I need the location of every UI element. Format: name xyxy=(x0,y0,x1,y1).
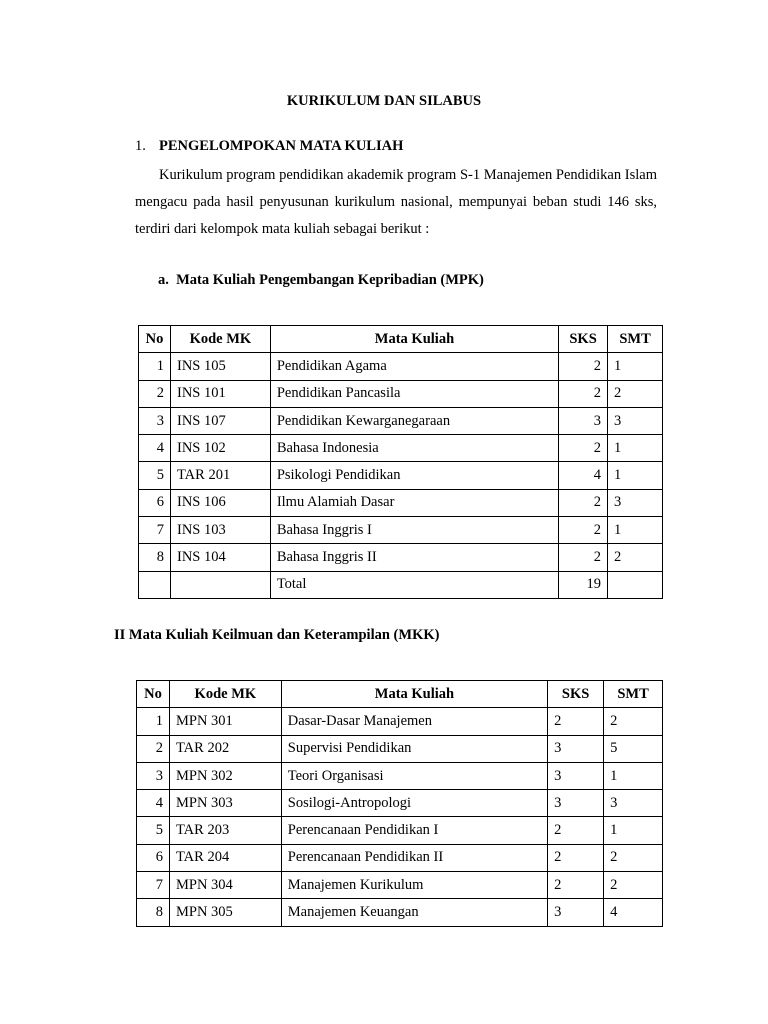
cell-sks: 3 xyxy=(548,762,604,789)
cell-kode-mk: TAR 203 xyxy=(169,817,281,844)
table-row xyxy=(139,462,663,489)
cell-smt: 2 xyxy=(608,380,663,407)
table-total-row xyxy=(139,571,663,598)
table-row xyxy=(137,790,663,817)
section-heading-text: PENGELOMPOKAN MATA KULIAH xyxy=(159,138,404,154)
cell-smt: 5 xyxy=(604,735,663,762)
mkk-table xyxy=(136,680,663,927)
header-no: No xyxy=(137,681,170,708)
document-title: KURIKULUM DAN SILABUS xyxy=(286,93,482,109)
section-heading xyxy=(135,138,403,155)
cell-no: 3 xyxy=(137,762,170,789)
table-row xyxy=(139,407,663,434)
header-sks: SKS xyxy=(559,326,608,353)
table-row xyxy=(139,517,663,544)
cell-no: 2 xyxy=(137,735,170,762)
cell-kode-mk: INS 101 xyxy=(170,380,270,407)
cell-no: 7 xyxy=(139,517,171,544)
table-header-row xyxy=(137,681,663,708)
header-mata-kuliah: Mata Kuliah xyxy=(270,326,558,353)
cell-smt: 2 xyxy=(608,544,663,571)
cell-sks: 2 xyxy=(559,544,608,571)
intro-paragraph: Kurikulum program pendidikan akademik program S-1 Manajemen Pendidikan Islam mengacu pada hasil penyusunan kurikulum nasional, mempunyai beban studi 146 sks, terdiri dari kelompok mata kuliah sebagai berikut : xyxy=(135,167,657,237)
cell-sks: 3 xyxy=(559,407,608,434)
cell-smt: 3 xyxy=(604,790,663,817)
section-number: 1. xyxy=(135,138,146,154)
cell-kode-mk: INS 104 xyxy=(170,544,270,571)
cell-no: 7 xyxy=(137,872,170,899)
cell-mata-kuliah: Pendidikan Kewarganegaraan xyxy=(270,407,558,434)
cell-smt: 1 xyxy=(608,517,663,544)
cell-kode-mk: MPN 301 xyxy=(169,708,281,735)
cell-smt: 1 xyxy=(608,462,663,489)
subsection-a-heading: a. Mata Kuliah Pengembangan Kepribadian (MPK) xyxy=(158,272,484,288)
table-header-row xyxy=(139,326,663,353)
table-row xyxy=(137,735,663,762)
cell-sks: 2 xyxy=(559,380,608,407)
cell-kode-mk: TAR 201 xyxy=(170,462,270,489)
total-label: Total xyxy=(270,571,558,598)
cell-mata-kuliah: Perencanaan Pendidikan II xyxy=(281,844,547,871)
header-kode-mk: Kode MK xyxy=(170,326,270,353)
cell-sks: 2 xyxy=(559,517,608,544)
cell-kode-mk: MPN 305 xyxy=(169,899,281,926)
cell-mata-kuliah: Teori Organisasi xyxy=(281,762,547,789)
cell-smt: 2 xyxy=(604,872,663,899)
cell-mata-kuliah: Psikologi Pendidikan xyxy=(270,462,558,489)
cell-kode-mk: MPN 303 xyxy=(169,790,281,817)
cell-no: 8 xyxy=(139,544,171,571)
table-row xyxy=(139,380,663,407)
header-mata-kuliah: Mata Kuliah xyxy=(281,681,547,708)
cell-sks: 2 xyxy=(548,708,604,735)
cell-kode-mk: TAR 204 xyxy=(169,844,281,871)
cell-no: 4 xyxy=(139,435,171,462)
header-smt: SMT xyxy=(608,326,663,353)
cell-no: 2 xyxy=(139,380,171,407)
cell-kode-mk: INS 102 xyxy=(170,435,270,462)
table-row xyxy=(137,762,663,789)
header-no: No xyxy=(139,326,171,353)
cell-smt: 3 xyxy=(608,489,663,516)
header-kode-mk: Kode MK xyxy=(169,681,281,708)
cell-kode-mk: MPN 302 xyxy=(169,762,281,789)
table-row xyxy=(137,708,663,735)
cell-mata-kuliah: Bahasa Inggris I xyxy=(270,517,558,544)
header-smt: SMT xyxy=(604,681,663,708)
table-row xyxy=(139,544,663,571)
table-row xyxy=(139,489,663,516)
table-row xyxy=(137,872,663,899)
mpk-table xyxy=(138,325,663,599)
cell-mata-kuliah: Pendidikan Pancasila xyxy=(270,380,558,407)
cell-no: 6 xyxy=(137,844,170,871)
cell-mata-kuliah: Manajemen Keuangan xyxy=(281,899,547,926)
cell-smt: 2 xyxy=(604,844,663,871)
subsection-ii-heading: II Mata Kuliah Keilmuan dan Keterampilan (MKK) xyxy=(114,627,440,643)
table-row xyxy=(139,353,663,380)
cell-kode-mk: INS 103 xyxy=(170,517,270,544)
cell-smt: 1 xyxy=(608,353,663,380)
cell-no: 5 xyxy=(137,817,170,844)
cell-mata-kuliah: Perencanaan Pendidikan I xyxy=(281,817,547,844)
cell-no: 4 xyxy=(137,790,170,817)
cell-no: 8 xyxy=(137,899,170,926)
cell-kode-mk: TAR 202 xyxy=(169,735,281,762)
header-sks: SKS xyxy=(548,681,604,708)
cell-sks: 4 xyxy=(559,462,608,489)
cell-no: 1 xyxy=(137,708,170,735)
cell-no: 5 xyxy=(139,462,171,489)
cell-sks: 2 xyxy=(548,844,604,871)
cell-mata-kuliah: Supervisi Pendidikan xyxy=(281,735,547,762)
table-row xyxy=(137,844,663,871)
cell-kode-mk: INS 107 xyxy=(170,407,270,434)
cell-smt: 1 xyxy=(604,762,663,789)
table-row xyxy=(137,817,663,844)
cell-no: 1 xyxy=(139,353,171,380)
cell-kode-mk: INS 105 xyxy=(170,353,270,380)
cell-kode-mk: INS 106 xyxy=(170,489,270,516)
cell-smt: 1 xyxy=(608,435,663,462)
cell-sks: 2 xyxy=(548,872,604,899)
cell-smt xyxy=(608,571,663,598)
cell-sks: 3 xyxy=(548,899,604,926)
cell-smt: 4 xyxy=(604,899,663,926)
cell-mata-kuliah: Bahasa Inggris II xyxy=(270,544,558,571)
cell-no xyxy=(139,571,171,598)
total-sks: 19 xyxy=(559,571,608,598)
cell-smt: 2 xyxy=(604,708,663,735)
cell-mata-kuliah: Bahasa Indonesia xyxy=(270,435,558,462)
cell-sks: 2 xyxy=(548,817,604,844)
cell-sks: 2 xyxy=(559,489,608,516)
cell-sks: 3 xyxy=(548,735,604,762)
cell-no: 3 xyxy=(139,407,171,434)
cell-mata-kuliah: Sosilogi-Antropologi xyxy=(281,790,547,817)
cell-kode-mk: MPN 304 xyxy=(169,872,281,899)
cell-smt: 3 xyxy=(608,407,663,434)
cell-mata-kuliah: Ilmu Alamiah Dasar xyxy=(270,489,558,516)
cell-sks: 2 xyxy=(559,435,608,462)
cell-kode-mk xyxy=(170,571,270,598)
cell-sks: 3 xyxy=(548,790,604,817)
cell-mata-kuliah: Pendidikan Agama xyxy=(270,353,558,380)
cell-mata-kuliah: Dasar-Dasar Manajemen xyxy=(281,708,547,735)
table-row xyxy=(137,899,663,926)
cell-mata-kuliah: Manajemen Kurikulum xyxy=(281,872,547,899)
table-row xyxy=(139,435,663,462)
cell-sks: 2 xyxy=(559,353,608,380)
cell-smt: 1 xyxy=(604,817,663,844)
cell-no: 6 xyxy=(139,489,171,516)
